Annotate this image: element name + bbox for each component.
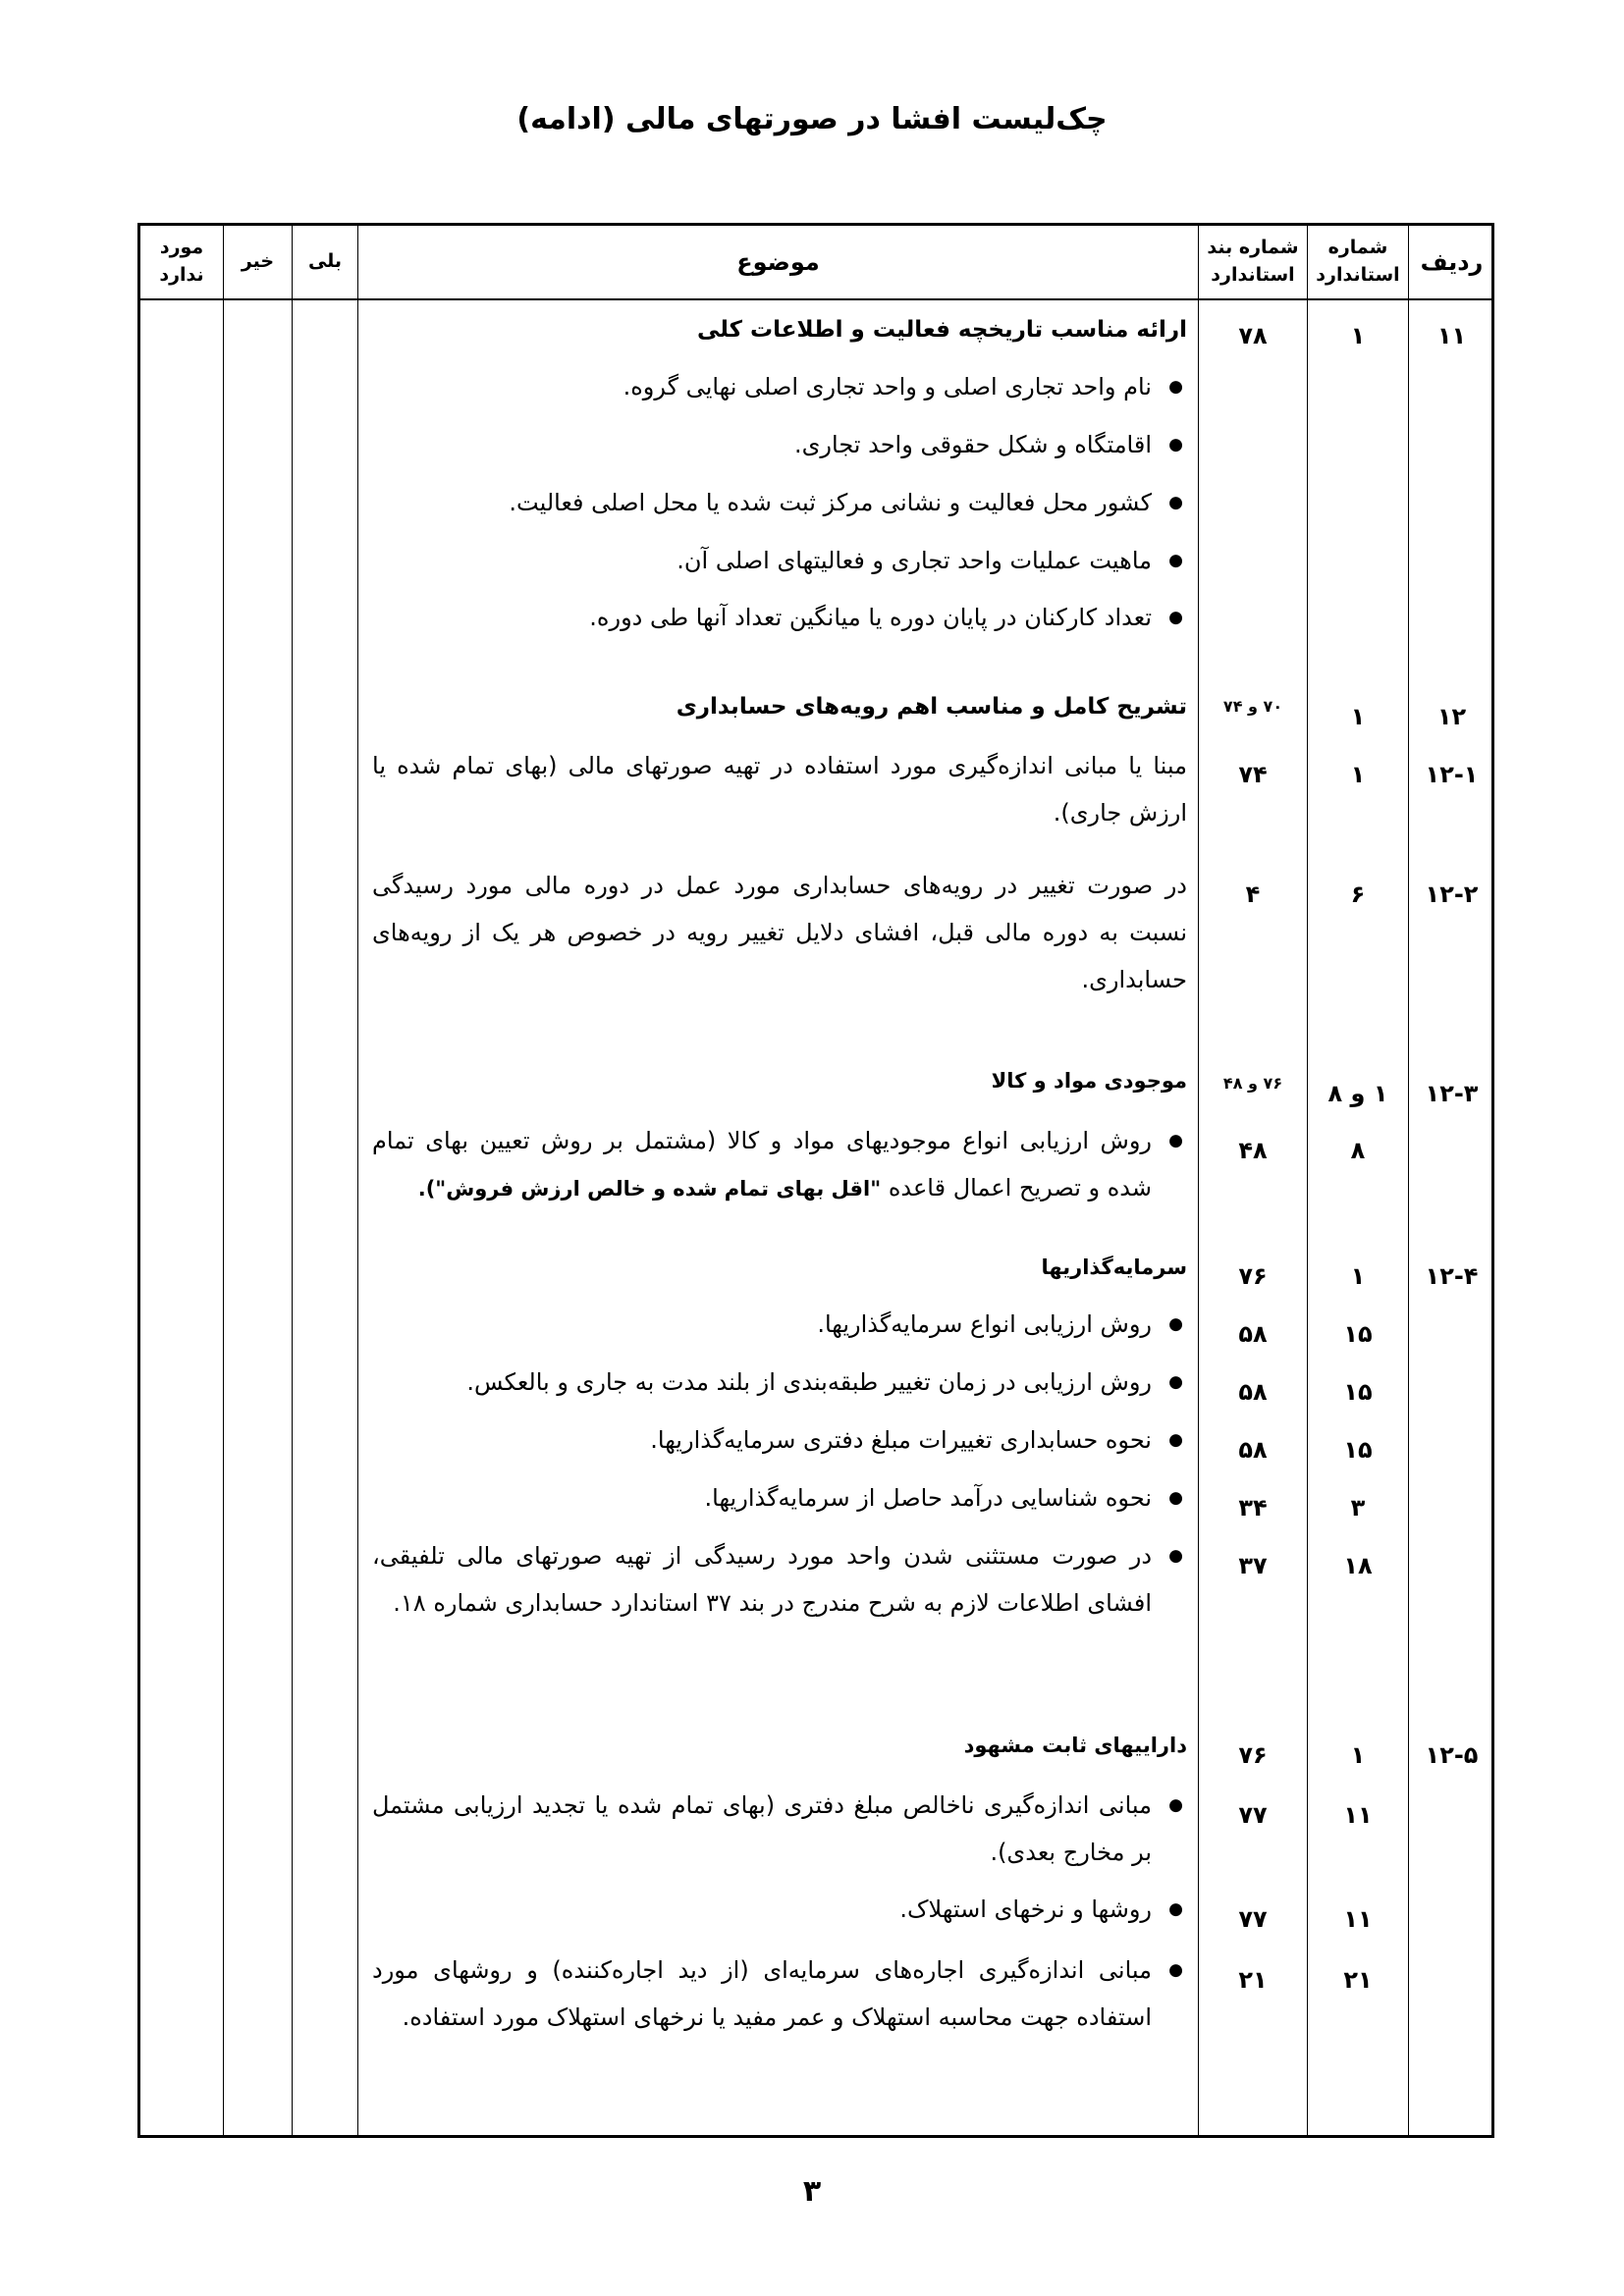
- list-item-text-plain: روش ارزیابی انواع موجودیهای مواد و کالا (مشتمل بر روش تعیین بهای تمام شده و تصریح اعمال قاعده: [372, 1127, 1152, 1201]
- list-item: [372, 1782, 1187, 1876]
- list-item: [372, 537, 1187, 584]
- section-heading: داراییهای ثابت مشهود: [963, 1734, 1187, 1757]
- list-item-text: ● اقامتگاه و شکل حقوقی واحد تجاری.: [372, 421, 1187, 468]
- paragraph-number: ۷۶: [1238, 1741, 1268, 1769]
- list-item-text: ● کشور محل فعالیت و نشانی مرکز ثبت شده یا محل اصلی فعالیت.: [372, 479, 1187, 526]
- section-heading: ارائه مناسب تاریخچه فعالیت و اطلاعات کلی: [697, 317, 1187, 343]
- column-divider: [1408, 226, 1409, 2135]
- standard-number: ۱ و ۸: [1327, 1080, 1388, 1107]
- standard-number: ۱۸: [1343, 1552, 1373, 1579]
- paragraph-number: ۵۸: [1238, 1378, 1268, 1406]
- paragraph-number: ۳۴: [1238, 1494, 1268, 1522]
- column-divider: [223, 226, 224, 2135]
- paragraph-number: ۵۸: [1238, 1436, 1268, 1464]
- standard-number: ۱: [1350, 322, 1366, 349]
- page-title: چک‌لیست افشا در صورتهای مالی (ادامه): [516, 102, 1108, 136]
- list-item-text: ● روش ارزیابی انواع سرمایه‌گذاریها.: [372, 1301, 1187, 1348]
- row-number: ۱۲-۵: [1425, 1741, 1479, 1769]
- item-text: در صورت تغییر در رویه‌های حسابداری مورد عمل در دوره مالی مورد رسیدگی نسبت به دوره مالی قبل، افشای دلایل تغییر رویه در خصوص هر یک از رویه‌های حسابداری.: [372, 872, 1187, 993]
- paragraph-number: ۷۷: [1238, 1905, 1268, 1933]
- column-divider: [357, 226, 358, 2135]
- column-divider: [1198, 226, 1199, 2135]
- list-item: [372, 1474, 1187, 1522]
- standard-number: ۸: [1350, 1137, 1366, 1164]
- row-number: ۱۲: [1436, 703, 1467, 730]
- checklist-table: [137, 223, 1494, 2138]
- list-item-text-bold: "اقل بهای تمام شده و خالص ارزش فروش").: [417, 1177, 882, 1201]
- paragraph-number: ۷۴: [1238, 761, 1268, 788]
- standard-number: ۱: [1350, 1262, 1366, 1290]
- list-item: [372, 1117, 1187, 1212]
- list-item-text: [372, 1117, 1187, 1212]
- row-number: ۱۲-۲: [1425, 881, 1479, 908]
- paragraph-number: ۲۱: [1238, 1966, 1268, 1994]
- list-item-text: ● روشها و نرخهای استهلاک.: [372, 1886, 1187, 1933]
- standard-number: ۱۱: [1343, 1905, 1373, 1933]
- list-item: [372, 1947, 1187, 2041]
- paragraph-number: ۷۶ و ۴۸: [1222, 1074, 1283, 1093]
- list-item-text: ● در صورت مستثنی شدن واحد مورد رسیدگی از تهیه صورتهای مالی تلفیقی، افشای اطلاعات لازم به شرح مندرج در بند ۳۷ استاندارد حسابداری شماره ۱۸.: [372, 1532, 1187, 1627]
- standard-number: ۱: [1350, 1741, 1366, 1769]
- header-yes: بلی: [307, 250, 343, 273]
- paragraph-number: ۷۰ و ۷۴: [1222, 697, 1283, 716]
- paragraph-number: ۳۷: [1238, 1552, 1268, 1579]
- header-divider: [140, 298, 1491, 300]
- list-item: [372, 1416, 1187, 1464]
- list-item: [372, 479, 1187, 526]
- column-divider: [292, 226, 293, 2135]
- list-item: [372, 1532, 1187, 1627]
- list-item-text: ● نحوه حسابداری تغییرات مبلغ دفتری سرمایه‌گذاریها.: [372, 1416, 1187, 1464]
- list-item-text: ● نام واحد تجاری اصلی و واحد تجاری اصلی نهایی گروه.: [372, 363, 1187, 410]
- header-subject: موضوع: [736, 247, 820, 276]
- standard-number: ۱۵: [1343, 1320, 1373, 1348]
- paragraph-number: ۷۸: [1238, 322, 1268, 349]
- list-item: [372, 421, 1187, 468]
- standard-number: ۲۱: [1343, 1966, 1373, 1994]
- section-heading: موجودی مواد و کالا: [991, 1069, 1187, 1093]
- standard-number: ۱: [1350, 703, 1366, 730]
- list-item: [372, 1359, 1187, 1406]
- header-paragraph-number: شماره بند استاندارد: [1207, 237, 1299, 286]
- header-no: خیر: [241, 250, 275, 273]
- list-item-text: ● مبانی اندازه‌گیری اجاره‌های سرمایه‌ای (از دید اجاره‌کننده) و روشهای مورد استفاده جهت محاسبه استهلاک و عمر مفید یا نرخهای استهلاک مورد استفاده.: [372, 1947, 1187, 2041]
- page-number: ۳: [802, 2174, 822, 2209]
- standard-number: ۱۱: [1343, 1801, 1373, 1829]
- list-item-text: ● ماهیت عملیات واحد تجاری و فعالیتهای اصلی آن.: [372, 537, 1187, 584]
- list-item: [372, 363, 1187, 410]
- list-item-text: ● روش ارزیابی در زمان تغییر طبقه‌بندی از بلند مدت به جاری و بالعکس.: [372, 1359, 1187, 1406]
- row-number: ۱۲-۳: [1425, 1080, 1479, 1107]
- section-heading: سرمایه‌گذاریها: [1041, 1255, 1187, 1279]
- row-number: ۱۲-۱: [1425, 761, 1479, 788]
- list-item: [372, 1886, 1187, 1933]
- list-item: [372, 1301, 1187, 1348]
- column-divider: [1307, 226, 1308, 2135]
- standard-number: ۶: [1350, 881, 1366, 908]
- header-not-applicable: مورد ندارد: [159, 237, 204, 286]
- list-item-text: ● نحوه شناسایی درآمد حاصل از سرمایه‌گذاریها.: [372, 1474, 1187, 1522]
- paragraph-number: ۴: [1245, 881, 1261, 908]
- list-item-text: ● تعداد کارکنان در پایان دوره یا میانگین تعداد آنها طی دوره.: [372, 594, 1187, 641]
- standard-number: ۱۵: [1343, 1436, 1373, 1464]
- row-number: ۱۲-۴: [1425, 1262, 1479, 1290]
- standard-number: ۱: [1350, 761, 1366, 788]
- paragraph-number: ۷۷: [1238, 1801, 1268, 1829]
- item-text: مبنا یا مبانی اندازه‌گیری مورد استفاده در تهیه صورتهای مالی (بهای تمام شده یا ارزش جاری).: [372, 752, 1187, 827]
- standard-number: ۳: [1350, 1494, 1366, 1522]
- paragraph-number: ۵۸: [1238, 1320, 1268, 1348]
- row-number: ۱۱: [1436, 322, 1467, 349]
- header-row-number: ردیف: [1420, 247, 1484, 276]
- list-item: [372, 594, 1187, 641]
- paragraph-number: ۷۶: [1238, 1262, 1268, 1290]
- paragraph-number: ۴۸: [1238, 1137, 1268, 1164]
- standard-number: ۱۵: [1343, 1378, 1373, 1406]
- section-heading: تشریح کامل و مناسب اهم رویه‌های حسابداری: [676, 694, 1187, 720]
- header-standard-number: شماره استاندارد: [1316, 237, 1400, 286]
- list-item-text: ● مبانی اندازه‌گیری ناخالص مبلغ دفتری (بهای تمام شده یا تجدید ارزیابی مشتمل بر مخارج بعدی).: [372, 1782, 1187, 1876]
